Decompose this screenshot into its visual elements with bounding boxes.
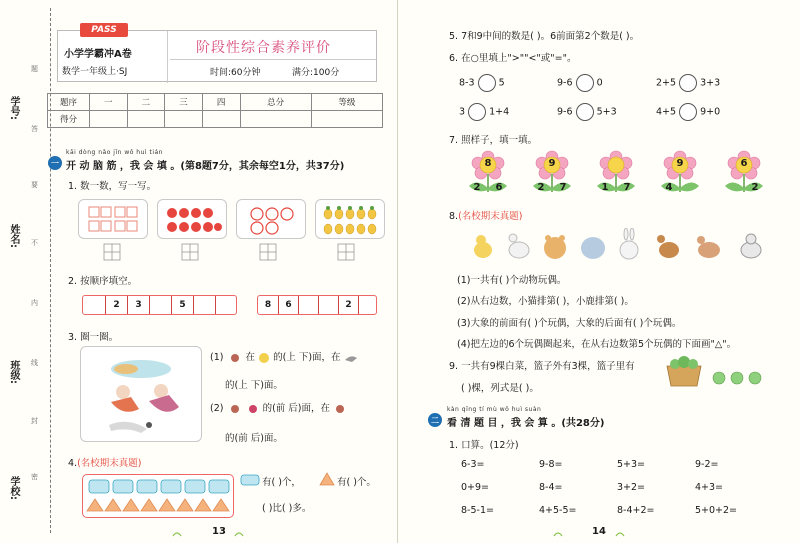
q8-sub3: (3)大象的前面有( )个玩偶，大象的后面有( )个玩偶。 bbox=[457, 318, 682, 329]
q4-text3: ( )比( )多。 bbox=[262, 503, 312, 514]
fairy-icon bbox=[246, 403, 260, 415]
q6-label: 6. 在○里填上">""<"或"="。 bbox=[449, 53, 577, 64]
q4-tag: (名校期末真题) bbox=[77, 458, 142, 469]
flower-right-leaf-number: 6 bbox=[495, 182, 503, 193]
page-number-right: 14 bbox=[592, 526, 606, 537]
calc-item[interactable]: 5+3= bbox=[617, 459, 646, 470]
q3-line2: 的(上 下)面。 bbox=[225, 380, 283, 391]
deer-toy bbox=[657, 235, 679, 258]
flying-fairies-image bbox=[81, 347, 202, 442]
section1-pinyin: kāi dòng nǎo jīn wǒ huì tián bbox=[66, 149, 163, 156]
cut-mark: 题 bbox=[31, 65, 38, 73]
q6-right: 9+0 bbox=[700, 106, 721, 118]
q6-right: 0 bbox=[596, 77, 603, 89]
left-page bbox=[0, 0, 398, 543]
seq-a-cell[interactable] bbox=[193, 296, 215, 314]
right-page bbox=[399, 0, 800, 543]
flower-right-leaf-number: 7 bbox=[559, 182, 567, 193]
pineapple-group-image bbox=[316, 200, 386, 240]
score-header: 三 bbox=[165, 94, 203, 111]
flower-left-leaf-number: 4 bbox=[665, 182, 673, 193]
fairy-icon bbox=[227, 403, 243, 415]
class-label: 班级: bbox=[8, 360, 19, 384]
page-number-left: 13 bbox=[212, 526, 226, 537]
cylinder-icon bbox=[240, 474, 260, 486]
q6-left: 9-6 bbox=[557, 106, 573, 118]
q7-flowers bbox=[465, 150, 785, 198]
score-cell[interactable] bbox=[311, 111, 382, 128]
flower-left-leaf-number: 2 bbox=[473, 182, 481, 193]
header-divider bbox=[170, 59, 376, 60]
flower-center-number: 8 bbox=[484, 158, 492, 169]
compare-circle[interactable] bbox=[679, 103, 697, 121]
cut-mark: 答 bbox=[31, 125, 38, 133]
flower-center-number: 6 bbox=[740, 158, 748, 169]
sprout-decoration bbox=[168, 528, 248, 538]
book-info bbox=[58, 25, 168, 83]
exam-title: 阶段性综合素养评价 bbox=[196, 40, 331, 56]
section1-heading bbox=[66, 157, 344, 172]
binding-line bbox=[50, 8, 51, 533]
calc-item[interactable]: 0+9= bbox=[461, 482, 490, 493]
cone-icon bbox=[319, 472, 335, 486]
q6-item bbox=[459, 103, 509, 121]
flower-right-leaf-number: 7 bbox=[623, 182, 631, 193]
section2-pinyin: kàn qīng tí mù wǒ huì suàn bbox=[447, 406, 542, 413]
compare-circle[interactable] bbox=[468, 103, 486, 121]
section2-note: (共28分) bbox=[561, 418, 605, 429]
compare-circle[interactable] bbox=[478, 74, 496, 92]
tomato-group-image bbox=[158, 200, 228, 240]
score-header: 四 bbox=[202, 94, 240, 111]
q6-left: 2+5 bbox=[656, 77, 677, 89]
score-header: 题序 bbox=[48, 94, 90, 111]
q3-line1 bbox=[210, 351, 358, 365]
grade-label: 数学一年级上·SJ bbox=[62, 67, 128, 77]
q1-box-circles bbox=[236, 199, 306, 239]
q2-sequence-a[interactable] bbox=[82, 295, 237, 315]
seq-b-cell[interactable] bbox=[298, 296, 318, 314]
score-header: 二 bbox=[127, 94, 165, 111]
seq-a-cell[interactable] bbox=[83, 296, 105, 314]
q6-item bbox=[557, 103, 617, 121]
q8-sub4: (4)把左边的6个玩偶圈起来，在从右边数第5个玩偶的下面画"△"。 bbox=[457, 339, 737, 350]
number-flower bbox=[465, 150, 511, 198]
seq-a-cell[interactable]: 3 bbox=[127, 296, 149, 314]
seq-b-cell[interactable]: 2 bbox=[338, 296, 358, 314]
q3-l1-in: 在 bbox=[245, 352, 256, 363]
q8-sub2: (2)从右边数，小猫排第( )，小鹿排第( )。 bbox=[457, 296, 634, 307]
compare-circle[interactable] bbox=[576, 74, 594, 92]
exam-full-score: 满分:100分 bbox=[292, 68, 340, 78]
calc-item[interactable]: 5+0+2= bbox=[695, 505, 738, 516]
number-flower bbox=[657, 150, 703, 198]
score-cell[interactable] bbox=[202, 111, 240, 128]
q4-heading bbox=[68, 455, 142, 469]
cut-mark: 要 bbox=[31, 181, 38, 189]
q2-label: 2. 按顺序填空。 bbox=[68, 276, 138, 287]
q8-heading bbox=[449, 208, 523, 222]
seq-a-cell[interactable]: 2 bbox=[105, 296, 127, 314]
q9-line1: 9. 一共有9棵白菜，篮子外有3棵，篮子里有 bbox=[449, 361, 635, 372]
fairy-icon bbox=[333, 403, 347, 415]
q4-shapes-box bbox=[82, 474, 234, 518]
seq-a-cell[interactable] bbox=[149, 296, 171, 314]
score-header: 总分 bbox=[240, 94, 311, 111]
q6-right: 5+3 bbox=[596, 106, 617, 118]
calc-item[interactable]: 3+2= bbox=[617, 482, 646, 493]
number-flower bbox=[529, 150, 575, 198]
q3-line3 bbox=[210, 402, 347, 416]
q8-label: 8. bbox=[449, 211, 459, 222]
q4-text1: 有( )个， bbox=[262, 477, 301, 488]
q3-l1-rest: 的(上 下)面，在 bbox=[273, 352, 341, 363]
chick-toy bbox=[474, 235, 492, 258]
compare-circle[interactable] bbox=[679, 74, 697, 92]
q3-illustration bbox=[80, 346, 202, 442]
q1-answer-grids[interactable] bbox=[100, 242, 390, 262]
cabbage-basket-image bbox=[665, 352, 785, 390]
school-label: 学校: bbox=[8, 476, 19, 500]
bear-toy bbox=[544, 235, 566, 259]
cylinders-and-cones-image bbox=[83, 475, 233, 517]
flower-right-leaf-number: 2 bbox=[751, 182, 759, 193]
flower-center-number: 9 bbox=[548, 158, 556, 169]
flower-center-number: 9 bbox=[676, 158, 684, 169]
q3-l1-number: (1) bbox=[210, 352, 224, 363]
section2-badge: 二 bbox=[428, 413, 442, 427]
student-id-label: 学号: bbox=[8, 96, 19, 120]
crane-icon bbox=[344, 352, 358, 364]
section1-badge: 一 bbox=[48, 156, 62, 170]
calc-item[interactable]: 9-8= bbox=[539, 459, 563, 470]
calc-item[interactable]: 4+3= bbox=[695, 482, 724, 493]
score-table bbox=[47, 93, 383, 128]
sprout-decoration bbox=[549, 528, 629, 538]
q6-right: 1+4 bbox=[489, 106, 510, 118]
goose-toy bbox=[509, 234, 529, 258]
exam-time: 时间:60分钟 bbox=[210, 68, 261, 78]
q9-line2: ( )棵，列式是( )。 bbox=[461, 383, 539, 394]
cut-mark: 内 bbox=[31, 299, 38, 307]
q3-l3-number: (2) bbox=[210, 403, 224, 414]
cut-mark: 密 bbox=[31, 473, 38, 481]
q6-right: 3+3 bbox=[700, 77, 721, 89]
score-cell[interactable] bbox=[240, 111, 311, 128]
q6-left: 4+5 bbox=[656, 106, 677, 118]
flower-left-leaf-number: 1 bbox=[601, 182, 609, 193]
seq-a-cell[interactable] bbox=[215, 296, 236, 314]
cat-toy bbox=[741, 234, 761, 258]
q8-tag: (名校期末真题) bbox=[458, 211, 523, 222]
student-name-label: 姓名: bbox=[8, 224, 19, 248]
circle-group-image bbox=[237, 200, 307, 240]
q5-text: 5. 7和9中间的数是( )。6前面第2个数是( )。 bbox=[449, 31, 640, 42]
score-header: 一 bbox=[90, 94, 128, 111]
seq-b-cell[interactable] bbox=[358, 296, 376, 314]
calc-item[interactable]: 4+5-5= bbox=[539, 505, 577, 516]
q1-box-pineapples bbox=[315, 199, 385, 239]
q4-label: 4. bbox=[68, 458, 78, 469]
q3-l3-rest: 的(前 后)面，在 bbox=[262, 403, 330, 414]
section1-note: (第8题7分，其余每空1分，共37分) bbox=[180, 161, 345, 172]
q4-text2: 有( )个。 bbox=[337, 477, 376, 488]
q6-left: 8-3 bbox=[459, 77, 475, 89]
seq-b-cell[interactable] bbox=[318, 296, 338, 314]
calc-grid bbox=[461, 459, 781, 521]
seq-a-cell[interactable]: 5 bbox=[171, 296, 193, 314]
elephant-toy bbox=[581, 237, 605, 259]
q6-item bbox=[557, 74, 603, 92]
q2-sequence-b[interactable] bbox=[257, 295, 377, 315]
q6-left: 9-6 bbox=[557, 77, 573, 89]
calc-label: 1. 口算。(12分) bbox=[449, 440, 519, 451]
q3-line4: 的(前 后)面。 bbox=[225, 433, 283, 444]
q8-sub1: (1)一共有( )个动物玩偶。 bbox=[457, 275, 567, 286]
q7-label: 7. 照样子，填一填。 bbox=[449, 135, 538, 146]
q6-item bbox=[656, 74, 720, 92]
moon-icon bbox=[258, 352, 270, 364]
score-cell[interactable] bbox=[165, 111, 203, 128]
section2-heading bbox=[447, 414, 604, 429]
calc-item[interactable]: 6-3= bbox=[461, 459, 485, 470]
rabbit-toy bbox=[620, 228, 638, 259]
compare-circle[interactable] bbox=[576, 103, 594, 121]
animal-toys-image bbox=[469, 228, 779, 264]
cabbages-outside bbox=[713, 372, 761, 384]
horse-toy bbox=[697, 236, 720, 258]
q1-box-tomatoes bbox=[157, 199, 227, 239]
book-title: 小学学霸冲A卷 bbox=[64, 49, 132, 60]
brand-logo: PASS bbox=[80, 23, 128, 37]
score-header: 等级 bbox=[311, 94, 382, 111]
calc-item[interactable]: 8-4= bbox=[539, 482, 563, 493]
score-cell[interactable] bbox=[127, 111, 165, 128]
q1-label: 1. 数一数，写一写。 bbox=[68, 181, 157, 192]
q3-label: 3. 圈一圈。 bbox=[68, 332, 119, 343]
q6-item bbox=[656, 103, 720, 121]
q6-left: 3 bbox=[459, 106, 466, 118]
q6-item bbox=[459, 74, 505, 92]
section1-title: 开 动 脑 筋 ，我 会 填 。 bbox=[66, 161, 181, 172]
exam-header bbox=[57, 25, 377, 82]
seq-b-cell[interactable]: 8 bbox=[264, 300, 272, 310]
number-flower bbox=[593, 150, 639, 198]
score-cell[interactable] bbox=[90, 111, 128, 128]
number-flower bbox=[721, 150, 767, 198]
calc-item[interactable]: 8-5-1= bbox=[461, 505, 494, 516]
flower-left-leaf-number: 2 bbox=[537, 182, 545, 193]
calc-item[interactable]: 9-2= bbox=[695, 459, 719, 470]
section2-title: 看 清 题 目 ，我 会 算 。 bbox=[447, 418, 562, 429]
basket bbox=[667, 356, 701, 386]
q6-right: 5 bbox=[498, 77, 505, 89]
bow-group-image bbox=[79, 200, 149, 240]
q1-box-bows bbox=[78, 199, 148, 239]
seq-b-cell[interactable]: 6 bbox=[278, 296, 298, 314]
cut-mark: 不 bbox=[31, 239, 38, 247]
cut-mark: 线 bbox=[31, 359, 38, 367]
score-row-label: 得分 bbox=[48, 111, 90, 128]
cut-mark: 封 bbox=[31, 417, 38, 425]
calc-item[interactable]: 8-4+2= bbox=[617, 505, 655, 516]
fairy-icon bbox=[227, 352, 243, 364]
